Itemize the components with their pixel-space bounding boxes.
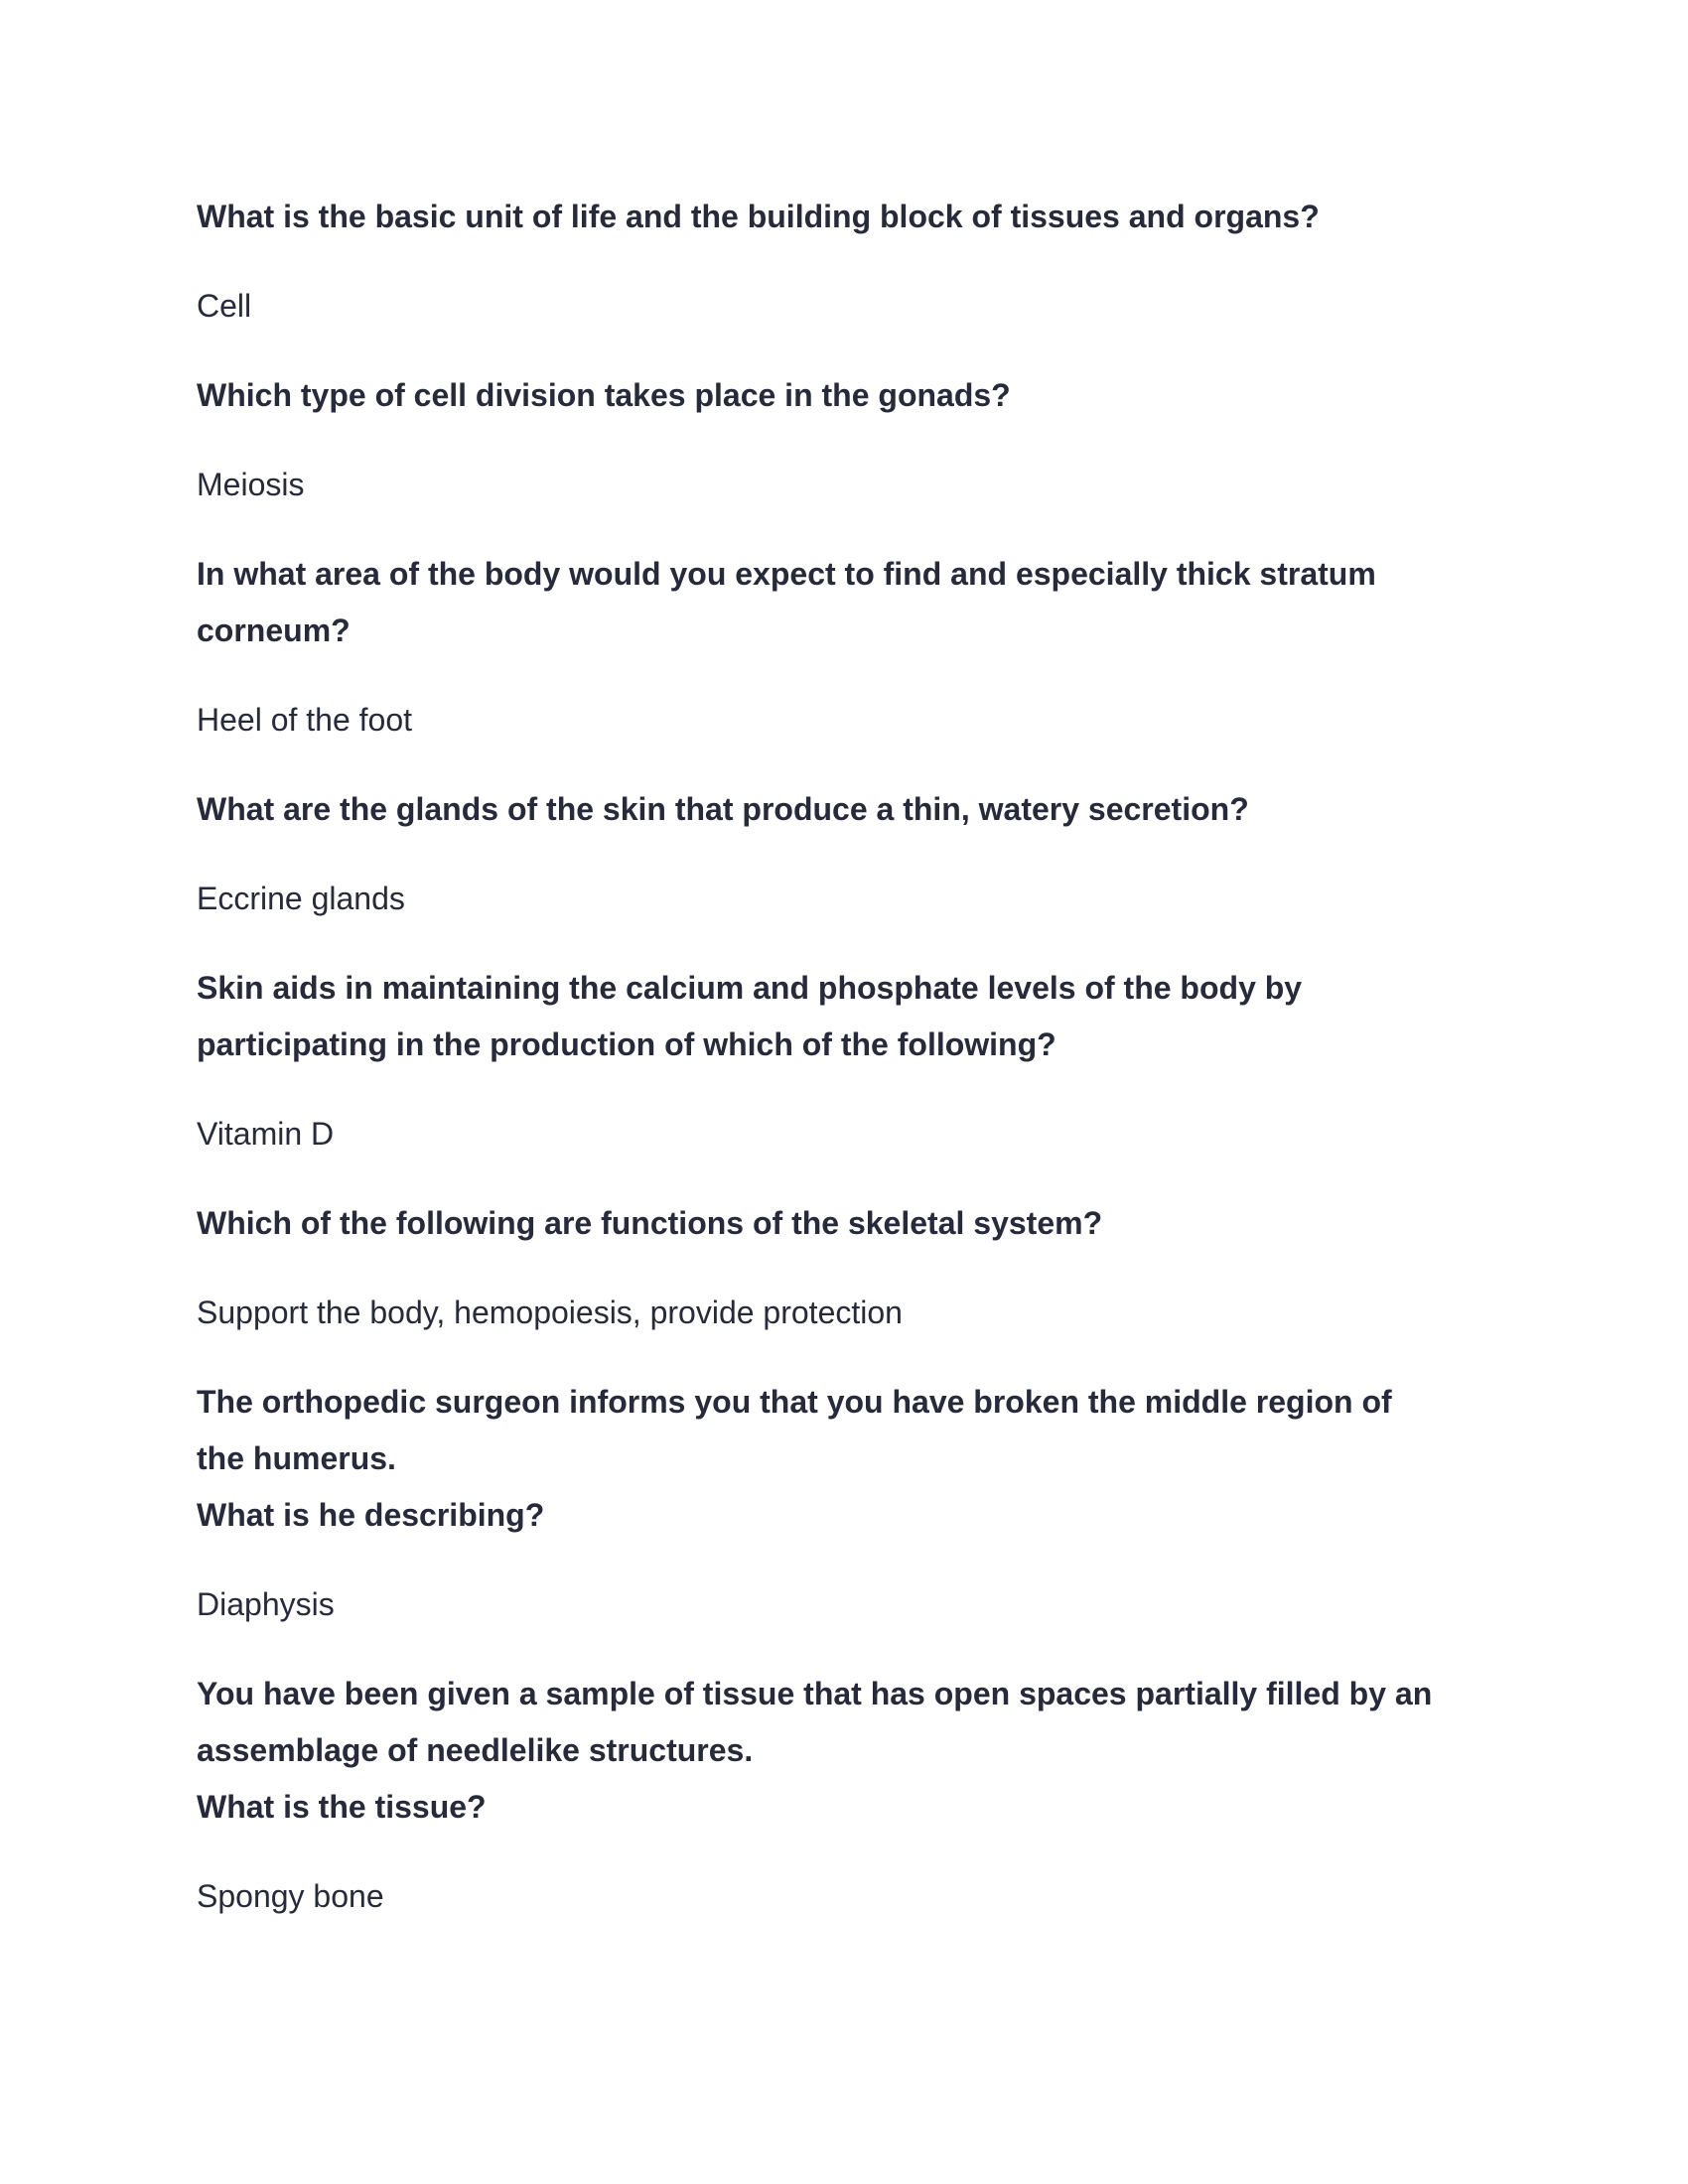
answer: Heel of the foot [197,702,413,738]
question [197,960,1507,1073]
question [197,189,1507,245]
document-body [197,189,1507,1958]
question-line: In what area of the body would you expect to find and especially thick stratum [197,556,1376,592]
question [197,1195,1507,1252]
question-line: What is he describing? [197,1497,545,1533]
question-line: What are the glands of the skin that produce a thin, watery secretion? [197,791,1249,827]
question-line: You have been given a sample of tissue that has open spaces partially filled by an [197,1676,1433,1711]
question-line: The orthopedic surgeon informs you that you have broken the middle region of [197,1384,1392,1420]
answer: Cell [197,288,252,324]
question-line: corneum? [197,613,351,648]
answer: Support the body, hemopoiesis, provide protection [197,1295,903,1330]
question-line: the humerus. [197,1440,396,1476]
question [197,1374,1507,1544]
question-line: Which type of cell division takes place in the gonads? [197,377,1011,413]
question-line: assemblage of needlelike structures. [197,1732,754,1768]
question [197,781,1507,838]
question-line: Skin aids in maintaining the calcium and phosphate levels of the body by [197,970,1303,1006]
question [197,546,1507,659]
question [197,1666,1507,1836]
answer: Diaphysis [197,1586,335,1622]
answer: Meiosis [197,467,305,502]
question [197,367,1507,424]
answer: Vitamin D [197,1116,335,1152]
question-line: What is the tissue? [197,1789,487,1825]
question-line: participating in the production of which of the following? [197,1026,1056,1062]
question-line: What is the basic unit of life and the building block of tissues and organs? [197,199,1320,234]
answer: Spongy bone [197,1878,384,1914]
answer: Eccrine glands [197,881,405,916]
question-line: Which of the following are functions of the skeletal system? [197,1205,1103,1241]
